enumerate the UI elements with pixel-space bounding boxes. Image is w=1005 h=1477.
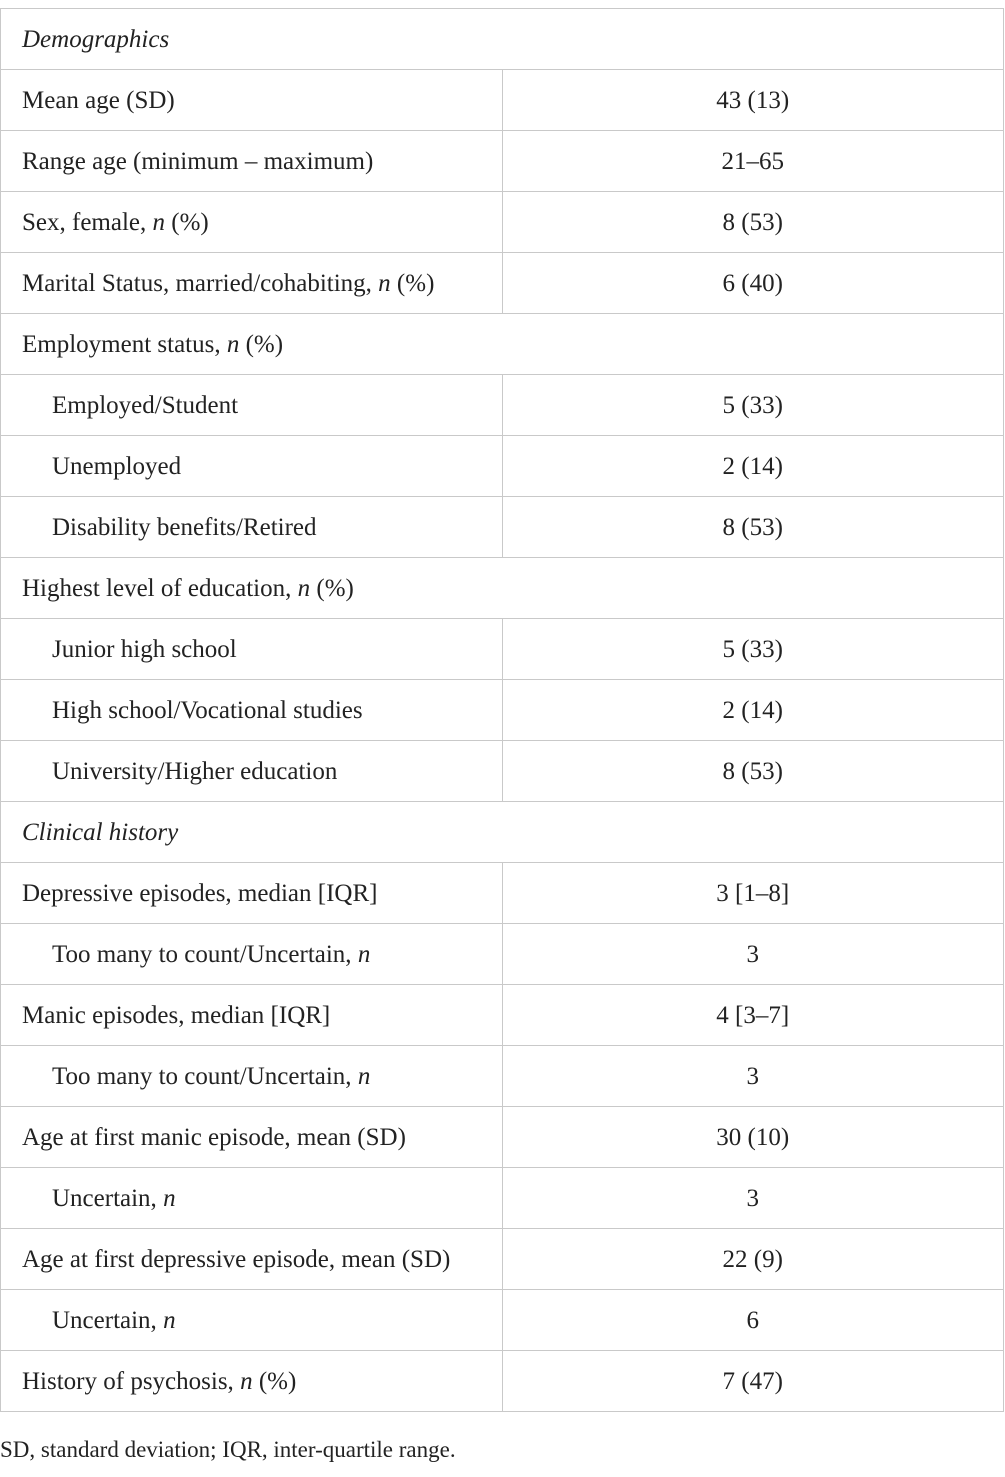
count-symbol: n xyxy=(297,574,311,602)
group-title xyxy=(1,314,1004,375)
characteristics-table xyxy=(0,8,1004,1412)
row-label-text: Depressive episodes, median [IQR] xyxy=(22,879,378,907)
row-label xyxy=(1,1351,503,1412)
row-value: 3 xyxy=(502,1168,1004,1229)
row-value: 43 (13) xyxy=(502,70,1004,131)
row-value: 4 [3–7] xyxy=(502,985,1004,1046)
count-symbol: n xyxy=(378,269,391,297)
row-label xyxy=(1,1290,503,1351)
table-row xyxy=(1,1107,1004,1168)
row-label xyxy=(1,863,503,924)
table-row xyxy=(1,680,1004,741)
count-symbol: n xyxy=(357,1062,371,1090)
section-header-row xyxy=(1,802,1004,863)
table-container xyxy=(0,8,1004,1412)
table-row xyxy=(1,1168,1004,1229)
row-label-text: Uncertain, xyxy=(52,1306,164,1334)
row-label xyxy=(1,680,503,741)
group-header-row xyxy=(1,314,1004,375)
row-value: 3 [1–8] xyxy=(502,863,1004,924)
row-value: 30 (10) xyxy=(502,1107,1004,1168)
count-symbol: n xyxy=(226,330,240,358)
row-value: 3 xyxy=(502,924,1004,985)
count-symbol: n xyxy=(163,1306,176,1334)
table-row xyxy=(1,741,1004,802)
row-label xyxy=(1,1229,503,1290)
table-row xyxy=(1,192,1004,253)
row-label xyxy=(1,497,503,558)
row-label xyxy=(1,1107,503,1168)
row-label-text: Unemployed xyxy=(52,452,182,480)
table-row xyxy=(1,1351,1004,1412)
row-label xyxy=(1,619,503,680)
row-value: 2 (14) xyxy=(502,680,1004,741)
section-title: Clinical history xyxy=(1,802,1004,863)
table-row xyxy=(1,131,1004,192)
row-label-suffix: (%) xyxy=(310,574,354,602)
row-label-text: Mean age (SD) xyxy=(22,86,175,114)
row-label-text: Sex, female, xyxy=(22,208,153,236)
row-value: 2 (14) xyxy=(502,436,1004,497)
row-value: 6 xyxy=(502,1290,1004,1351)
row-label xyxy=(1,253,503,314)
table-row xyxy=(1,619,1004,680)
row-label-text: Employed/Student xyxy=(52,391,239,419)
row-label xyxy=(1,1046,503,1107)
row-value: 6 (40) xyxy=(502,253,1004,314)
row-value: 8 (53) xyxy=(502,192,1004,253)
table-row xyxy=(1,1046,1004,1107)
table-row xyxy=(1,924,1004,985)
row-value: 5 (33) xyxy=(502,619,1004,680)
section-header-row xyxy=(1,9,1004,70)
row-label-text: Age at first depressive episode, mean (SD) xyxy=(22,1245,451,1273)
row-label-text: Too many to count/Uncertain, xyxy=(52,940,358,968)
row-label-suffix: (%) xyxy=(165,208,209,236)
row-label xyxy=(1,1168,503,1229)
table-row xyxy=(1,253,1004,314)
row-label-suffix: (%) xyxy=(390,269,435,297)
table-row xyxy=(1,70,1004,131)
row-label-suffix: (%) xyxy=(252,1367,297,1395)
count-symbol: n xyxy=(163,1184,176,1212)
row-value: 21–65 xyxy=(502,131,1004,192)
section-title: Demographics xyxy=(1,9,1004,70)
count-symbol: n xyxy=(357,940,371,968)
row-label-text: Highest level of education, xyxy=(22,574,298,602)
row-label-text: Junior high school xyxy=(52,635,237,663)
row-label-text: History of psychosis, xyxy=(22,1367,241,1395)
row-label-text: High school/Vocational studies xyxy=(52,696,363,724)
table-body xyxy=(1,9,1004,1412)
group-title xyxy=(1,558,1004,619)
table-row xyxy=(1,1290,1004,1351)
table-row xyxy=(1,1229,1004,1290)
row-label-text: Age at first manic episode, mean (SD) xyxy=(22,1123,406,1151)
row-label-text: Marital Status, married/cohabiting, xyxy=(22,269,379,297)
table-row xyxy=(1,436,1004,497)
row-label-text: Disability benefits/Retired xyxy=(52,513,317,541)
group-header-row xyxy=(1,558,1004,619)
row-label-text: Range age (minimum – maximum) xyxy=(22,147,374,175)
row-value: 8 (53) xyxy=(502,741,1004,802)
row-label-text: Too many to count/Uncertain, xyxy=(52,1062,358,1090)
row-label xyxy=(1,192,503,253)
row-label-text: University/Higher education xyxy=(52,757,338,785)
row-value: 8 (53) xyxy=(502,497,1004,558)
row-label-text: Manic episodes, median [IQR] xyxy=(22,1001,331,1029)
row-label xyxy=(1,436,503,497)
row-value: 3 xyxy=(502,1046,1004,1107)
row-value: 5 (33) xyxy=(502,375,1004,436)
table-row xyxy=(1,985,1004,1046)
row-label-text: Employment status, xyxy=(22,330,227,358)
row-label xyxy=(1,741,503,802)
table-footnote: SD, standard deviation; IQR, inter-quartile range. xyxy=(0,1437,456,1462)
row-label-suffix: (%) xyxy=(239,330,284,358)
count-symbol: n xyxy=(152,208,166,236)
row-label xyxy=(1,375,503,436)
row-label xyxy=(1,924,503,985)
count-symbol: n xyxy=(240,1367,253,1395)
row-label xyxy=(1,985,503,1046)
row-label-text: Uncertain, xyxy=(52,1184,164,1212)
table-row xyxy=(1,375,1004,436)
table-row xyxy=(1,497,1004,558)
row-label xyxy=(1,70,503,131)
table-row xyxy=(1,863,1004,924)
row-value: 22 (9) xyxy=(502,1229,1004,1290)
row-value: 7 (47) xyxy=(502,1351,1004,1412)
row-label xyxy=(1,131,503,192)
